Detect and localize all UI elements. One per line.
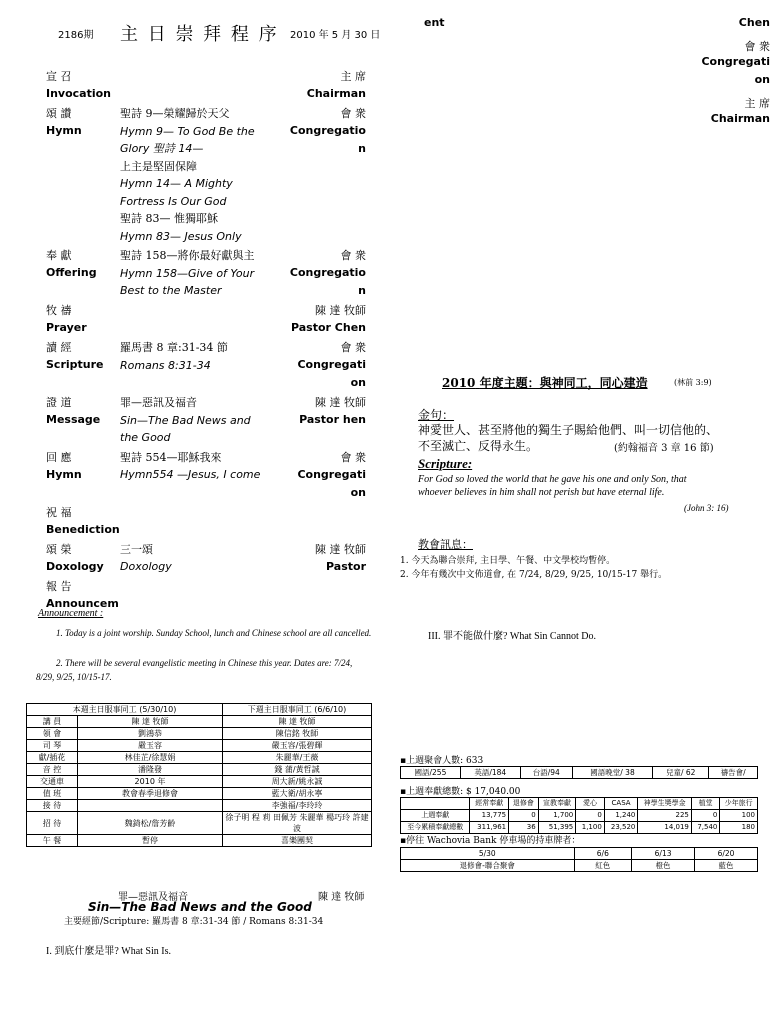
offering-cell: 311,961 <box>470 822 509 834</box>
offering-cell: 100 <box>720 810 758 822</box>
parking-label: ▪停往 Wachovia Bank 停車場的持車牌者： <box>400 836 581 846</box>
program-desc <box>120 541 280 576</box>
verse-en-reference: (John 3: 16) <box>684 503 729 513</box>
offering-header: 退修會 <box>509 798 539 810</box>
news-item: 2. 今年有幾次中文佈道會, 在 7/24, 8/29, 9/25, 10/15-17 舉行。 <box>400 570 668 580</box>
servers-table <box>26 703 372 847</box>
offering-header: 神學生奬學金 <box>638 798 692 810</box>
program-label-en: Hymn <box>46 124 82 137</box>
offering-header: 少年旅行 <box>720 798 758 810</box>
program-label-zh: 報 告 <box>46 579 72 593</box>
program-leader <box>280 247 366 300</box>
program-leader-en: Congregati on <box>297 358 366 389</box>
verse-en: For God so loved the world that he gave his one and only Son, that <box>418 474 687 485</box>
sermon-scripture: 主要經節/Scripture: 羅馬書 8 章:31-34 節 / Romans 8:31-34 <box>64 917 324 927</box>
program-desc-line: Hymn 14— A Mighty <box>120 177 233 190</box>
program-desc <box>120 504 280 539</box>
program-desc-line: 羅馬書 8 章:31-34 節 <box>120 341 228 354</box>
offering-cell: 1,700 <box>538 810 576 822</box>
servers-role: 司 琴 <box>27 740 78 752</box>
program-label <box>46 68 120 103</box>
servers-role: 音 控 <box>27 764 78 776</box>
servers-row <box>27 800 372 812</box>
program-desc <box>120 339 280 392</box>
servers-role: 午 餐 <box>27 835 78 847</box>
program-leader-zh: 陳 達 牧師 <box>315 304 366 317</box>
offering-cell: 36 <box>509 822 539 834</box>
program-desc-line: 聖詩 9—榮耀歸於天父 <box>120 107 230 120</box>
program-desc-line: Hymn 83— Jesus Only <box>120 229 242 243</box>
program-desc-line: 聖詩 554—耶穌我來 <box>120 450 222 464</box>
program-leader-zh: 陳 達 牧師 <box>315 396 366 409</box>
servers-header-this-week: 本週主日服事同工 (5/30/10) <box>27 704 223 716</box>
servers-this-week: 潘隆發 <box>78 764 223 776</box>
theme-reference: (林前 3:9) <box>674 378 712 387</box>
program-desc <box>120 394 280 447</box>
verse-label: 金句： <box>418 408 455 422</box>
program-label-zh: 回 應 <box>46 450 72 464</box>
servers-role: 交通車 <box>27 776 78 788</box>
parking-cell: 橙色 <box>632 860 695 872</box>
program-item <box>46 339 366 392</box>
program-item <box>46 302 366 337</box>
servers-next-week: 陳 達 牧師 <box>223 716 372 728</box>
parking-cell: 藍色 <box>695 860 758 872</box>
program-label <box>46 504 120 539</box>
offering-cell: 0 <box>691 810 720 822</box>
program-desc <box>120 68 280 103</box>
offering-header: CASA <box>604 798 638 810</box>
parking-header-row <box>401 848 758 860</box>
offering-header: 愛心 <box>576 798 605 810</box>
program-item <box>46 449 366 502</box>
worship-program <box>46 68 366 615</box>
program-label <box>46 394 120 447</box>
attendance-table <box>400 766 758 779</box>
servers-this-week: 2010 年 <box>78 776 223 788</box>
program-desc-line: Hymn 158—Give of Your <box>120 266 255 280</box>
attendance-cell: 英語/184 <box>460 767 520 779</box>
servers-row <box>27 776 372 788</box>
program-label-en: Hymn <box>46 467 82 481</box>
program-leader-zh: 會 衆 <box>340 107 366 120</box>
program-leader-zh: 會 衆 <box>340 341 366 354</box>
servers-role: 領 會 <box>27 728 78 740</box>
offering-cell: 上週奉獻 <box>401 810 470 822</box>
servers-row <box>27 788 372 800</box>
program-leader-zh: 陳 達 牧師 <box>315 542 366 556</box>
offering-cell: 7,540 <box>691 822 720 834</box>
offering-cell: 0 <box>509 810 539 822</box>
parking-header: 6/13 <box>632 848 695 860</box>
parking-cell: 紅色 <box>574 860 632 872</box>
program-desc-line: 罪—惡訊及福音 <box>120 396 197 409</box>
verse-zh: 神愛世人、甚至將他的獨生子賜給他們、叫一切信他的、 <box>418 423 719 437</box>
program-item <box>46 504 366 539</box>
servers-this-week: 劉鴻恭 <box>78 728 223 740</box>
leader-zh: 主 席 <box>744 97 770 110</box>
program-label-en: Announcem <box>46 596 119 610</box>
offering-header: 經常奉獻 <box>470 798 509 810</box>
servers-row <box>27 812 372 835</box>
program-leader <box>280 105 366 245</box>
attendance-cell: 台語/94 <box>520 767 572 779</box>
program-leader <box>280 302 366 337</box>
sermon-point-1: I. 到底什麼是罪? What Sin Is. <box>46 946 171 957</box>
parking-header: 6/20 <box>695 848 758 860</box>
program-label-en: Invocation <box>46 87 112 100</box>
program-leader-en: Congregati on <box>297 467 366 499</box>
attendance-label: ▪上週聚會人數: 633 <box>400 756 484 766</box>
program-label-en: Scripture <box>46 358 104 371</box>
leader-zh: 會 衆 <box>744 40 770 53</box>
announcement-item: 1. Today is a joint worship. Sunday School, lunch and Chinese school are all cancelled. <box>56 628 372 638</box>
program-leader <box>280 578 366 613</box>
servers-row <box>27 728 372 740</box>
servers-next-week: 李強福/李玲玲 <box>223 800 372 812</box>
offering-label: ▪上週奉獻總數: $ 17,040.00 <box>400 787 521 797</box>
servers-row <box>27 716 372 728</box>
announcement-title: Announcement : <box>38 608 104 619</box>
offering-cell: 14,019 <box>638 822 692 834</box>
program-leader <box>280 449 366 502</box>
program-label-en: Message <box>46 413 101 426</box>
parking-header: 6/6 <box>574 848 632 860</box>
offering-cell: 51,395 <box>538 822 576 834</box>
program-leader <box>280 394 366 447</box>
servers-this-week: 陳 達 牧師 <box>78 716 223 728</box>
program-desc-line: Hymn 9— To God Be the <box>120 124 255 138</box>
offering-header: 宣教奉獻 <box>538 798 576 810</box>
attendance-cell: 禱告會/ <box>709 767 758 779</box>
offering-cell: 0 <box>576 810 605 822</box>
offering-cell: 1,240 <box>604 810 638 822</box>
program-desc-line: Doxology <box>120 560 172 573</box>
offering-cell: 13,775 <box>470 810 509 822</box>
continued-text: ent <box>424 16 445 29</box>
servers-this-week: 林佳芷/徐慧娟 <box>78 752 223 764</box>
leader-en: Chairman <box>710 112 770 125</box>
program-item <box>46 68 366 103</box>
announcement-item: 2. There will be several evangelistic meeting in Chinese this year. Dates are: 7/24, 8/29, 9/25, 10/15-17. <box>36 658 353 682</box>
attendance-cell: 國語/255 <box>401 767 461 779</box>
program-desc <box>120 578 280 613</box>
offering-table <box>400 797 758 834</box>
servers-role: 接 待 <box>27 800 78 812</box>
program-desc-line: Fortress Is Our God <box>120 194 227 208</box>
news-item: 1. 今天為聯合崇拜, 主日學、午餐、中文學校均暫停。 <box>400 556 616 566</box>
sermon-title-zh: 罪—惡訊及福音 <box>118 892 188 903</box>
servers-this-week <box>78 800 223 812</box>
program-desc-line: 上主是堅固保障 <box>120 159 197 173</box>
program-label-en: Doxology <box>46 559 104 573</box>
program-desc <box>120 247 280 300</box>
verse-en: whoever believes in him shall not perish but have eternal life. <box>418 487 665 498</box>
leader-en: Congregati <box>701 55 770 68</box>
verse-zh-reference: (約翰福音 3 章 16 節) <box>614 443 714 454</box>
scripture-label: Scripture: <box>418 456 473 471</box>
annual-theme: 2010 年度主題：與神同工，同心建造 <box>442 376 648 390</box>
program-leader-zh: 主 席 <box>340 70 366 83</box>
program-label <box>46 541 120 576</box>
offering-cell: 225 <box>638 810 692 822</box>
program-item <box>46 394 366 447</box>
program-label-zh: 頌 讚 <box>46 107 72 120</box>
program-label <box>46 247 120 300</box>
servers-role: 獻/插花 <box>27 752 78 764</box>
servers-row <box>27 764 372 776</box>
sermon-title-en: Sin—The Bad News and the Good <box>88 900 312 914</box>
offering-cell: 至今累積奉獻總數 <box>401 822 470 834</box>
servers-row <box>27 835 372 847</box>
date: 2010 年 5 月 30 日 <box>290 30 381 41</box>
program-label-en: Offering <box>46 266 97 279</box>
offering-header-row <box>401 798 758 810</box>
program-label-en: Benediction <box>46 522 120 536</box>
servers-next-week: 喜樂團契 <box>223 835 372 847</box>
program-label-zh: 讀 經 <box>46 341 72 354</box>
servers-next-week: 嚴玉容/張碧輝 <box>223 740 372 752</box>
program-leader <box>280 68 366 103</box>
program-leader-en: Pastor <box>326 559 366 573</box>
servers-next-week: 陳信銘 牧師 <box>223 728 372 740</box>
servers-row <box>27 752 372 764</box>
attendance-cell: 兒童/ 62 <box>653 767 709 779</box>
program-label-zh: 頌 榮 <box>46 542 72 556</box>
parking-header: 5/30 <box>401 848 575 860</box>
news-title: 教會訊息： <box>418 538 473 551</box>
servers-next-week: 朱麗華/王薇 <box>223 752 372 764</box>
offering-row <box>401 822 758 834</box>
program-label-zh: 證 道 <box>46 396 72 409</box>
program-leader-en: Congregatio n <box>289 124 366 155</box>
servers-next-week: 錢 蒲/黃哲誠 <box>223 764 372 776</box>
program-leader <box>280 339 366 392</box>
servers-row <box>27 740 372 752</box>
program-label <box>46 302 120 337</box>
leader-en: Chen <box>738 16 770 29</box>
program-leader <box>280 541 366 576</box>
program-desc <box>120 302 280 337</box>
program-desc-line: Best to the Master <box>120 284 222 297</box>
program-label-zh: 宣 召 <box>46 70 72 83</box>
leader-en: on <box>754 73 770 86</box>
program-label-zh: 奉 獻 <box>46 249 72 262</box>
program-leader-en: Chairman <box>306 87 366 100</box>
program-label-zh: 牧 禱 <box>46 304 72 317</box>
servers-header-next-week: 下週主日服事同工 (6/6/10) <box>223 704 372 716</box>
parking-cell: 退修會-聯合聚會 <box>401 860 575 872</box>
offering-cell: 23,520 <box>604 822 638 834</box>
program-leader-en: Congregatio n <box>289 266 366 297</box>
program-item <box>46 105 366 245</box>
program-item <box>46 541 366 576</box>
program-label-zh: 祝 福 <box>46 505 72 519</box>
program-desc-line: Sin—The Bad News and <box>120 413 251 427</box>
sermon-speaker: 陳 達 牧師 <box>318 892 365 903</box>
attendance-cell: 國語晚堂/ 38 <box>572 767 652 779</box>
verse-zh: 不至滅亡、反得永生。 <box>418 439 539 453</box>
program-desc-line: Romans 8:31-34 <box>120 358 211 372</box>
program-leader <box>280 504 366 539</box>
program-item <box>46 247 366 300</box>
program-leader-en: Pastor hen <box>299 413 366 426</box>
offering-header: 植堂 <box>691 798 720 810</box>
servers-next-week: 周大新/姚永誠 <box>223 776 372 788</box>
page-title: 主 日 崇 拜 程 序 <box>120 24 279 45</box>
servers-next-week: 徐子明 程 莉 田佩芳 朱麗華 楊巧玲 許建波 <box>223 812 372 835</box>
program-label <box>46 339 120 392</box>
program-desc-line: the Good <box>120 431 171 444</box>
servers-role: 招 待 <box>27 812 78 835</box>
issue-number: 2186期 <box>58 30 94 41</box>
servers-role: 值 班 <box>27 788 78 800</box>
offering-header <box>401 798 470 810</box>
offering-cell: 180 <box>720 822 758 834</box>
parking-row <box>401 860 758 872</box>
program-leader-zh: 會 衆 <box>340 249 366 262</box>
program-label <box>46 105 120 245</box>
program-desc-line: 聖詩 158—將你最好獻與主 <box>120 249 255 262</box>
servers-role: 講 員 <box>27 716 78 728</box>
servers-this-week: 嚴玉容 <box>78 740 223 752</box>
servers-this-week: 暫停 <box>78 835 223 847</box>
program-label-en: Prayer <box>46 321 87 334</box>
program-desc <box>120 449 280 502</box>
program-desc-line: Hymn554 —Jesus, I come <box>120 468 261 481</box>
sermon-point-3: III. 罪不能做什麼? What Sin Cannot Do. <box>428 631 597 642</box>
parking-table <box>400 847 758 872</box>
program-desc-line: 聖詩 83— 惟獨耶穌 <box>120 212 218 225</box>
program-desc-line: Glory 聖詩 14— <box>120 142 204 155</box>
program-desc-line: 三一頌 <box>120 542 153 556</box>
offering-row <box>401 810 758 822</box>
program-desc <box>120 105 280 245</box>
servers-next-week: 藍大衛/胡永寧 <box>223 788 372 800</box>
program-leader-en: Pastor Chen <box>290 321 366 334</box>
servers-this-week: 魏錡松/詹芳齡 <box>78 812 223 835</box>
offering-cell: 1,100 <box>576 822 605 834</box>
servers-this-week: 教會春季退修會 <box>78 788 223 800</box>
program-label <box>46 449 120 502</box>
program-leader-zh: 會 衆 <box>340 450 366 464</box>
